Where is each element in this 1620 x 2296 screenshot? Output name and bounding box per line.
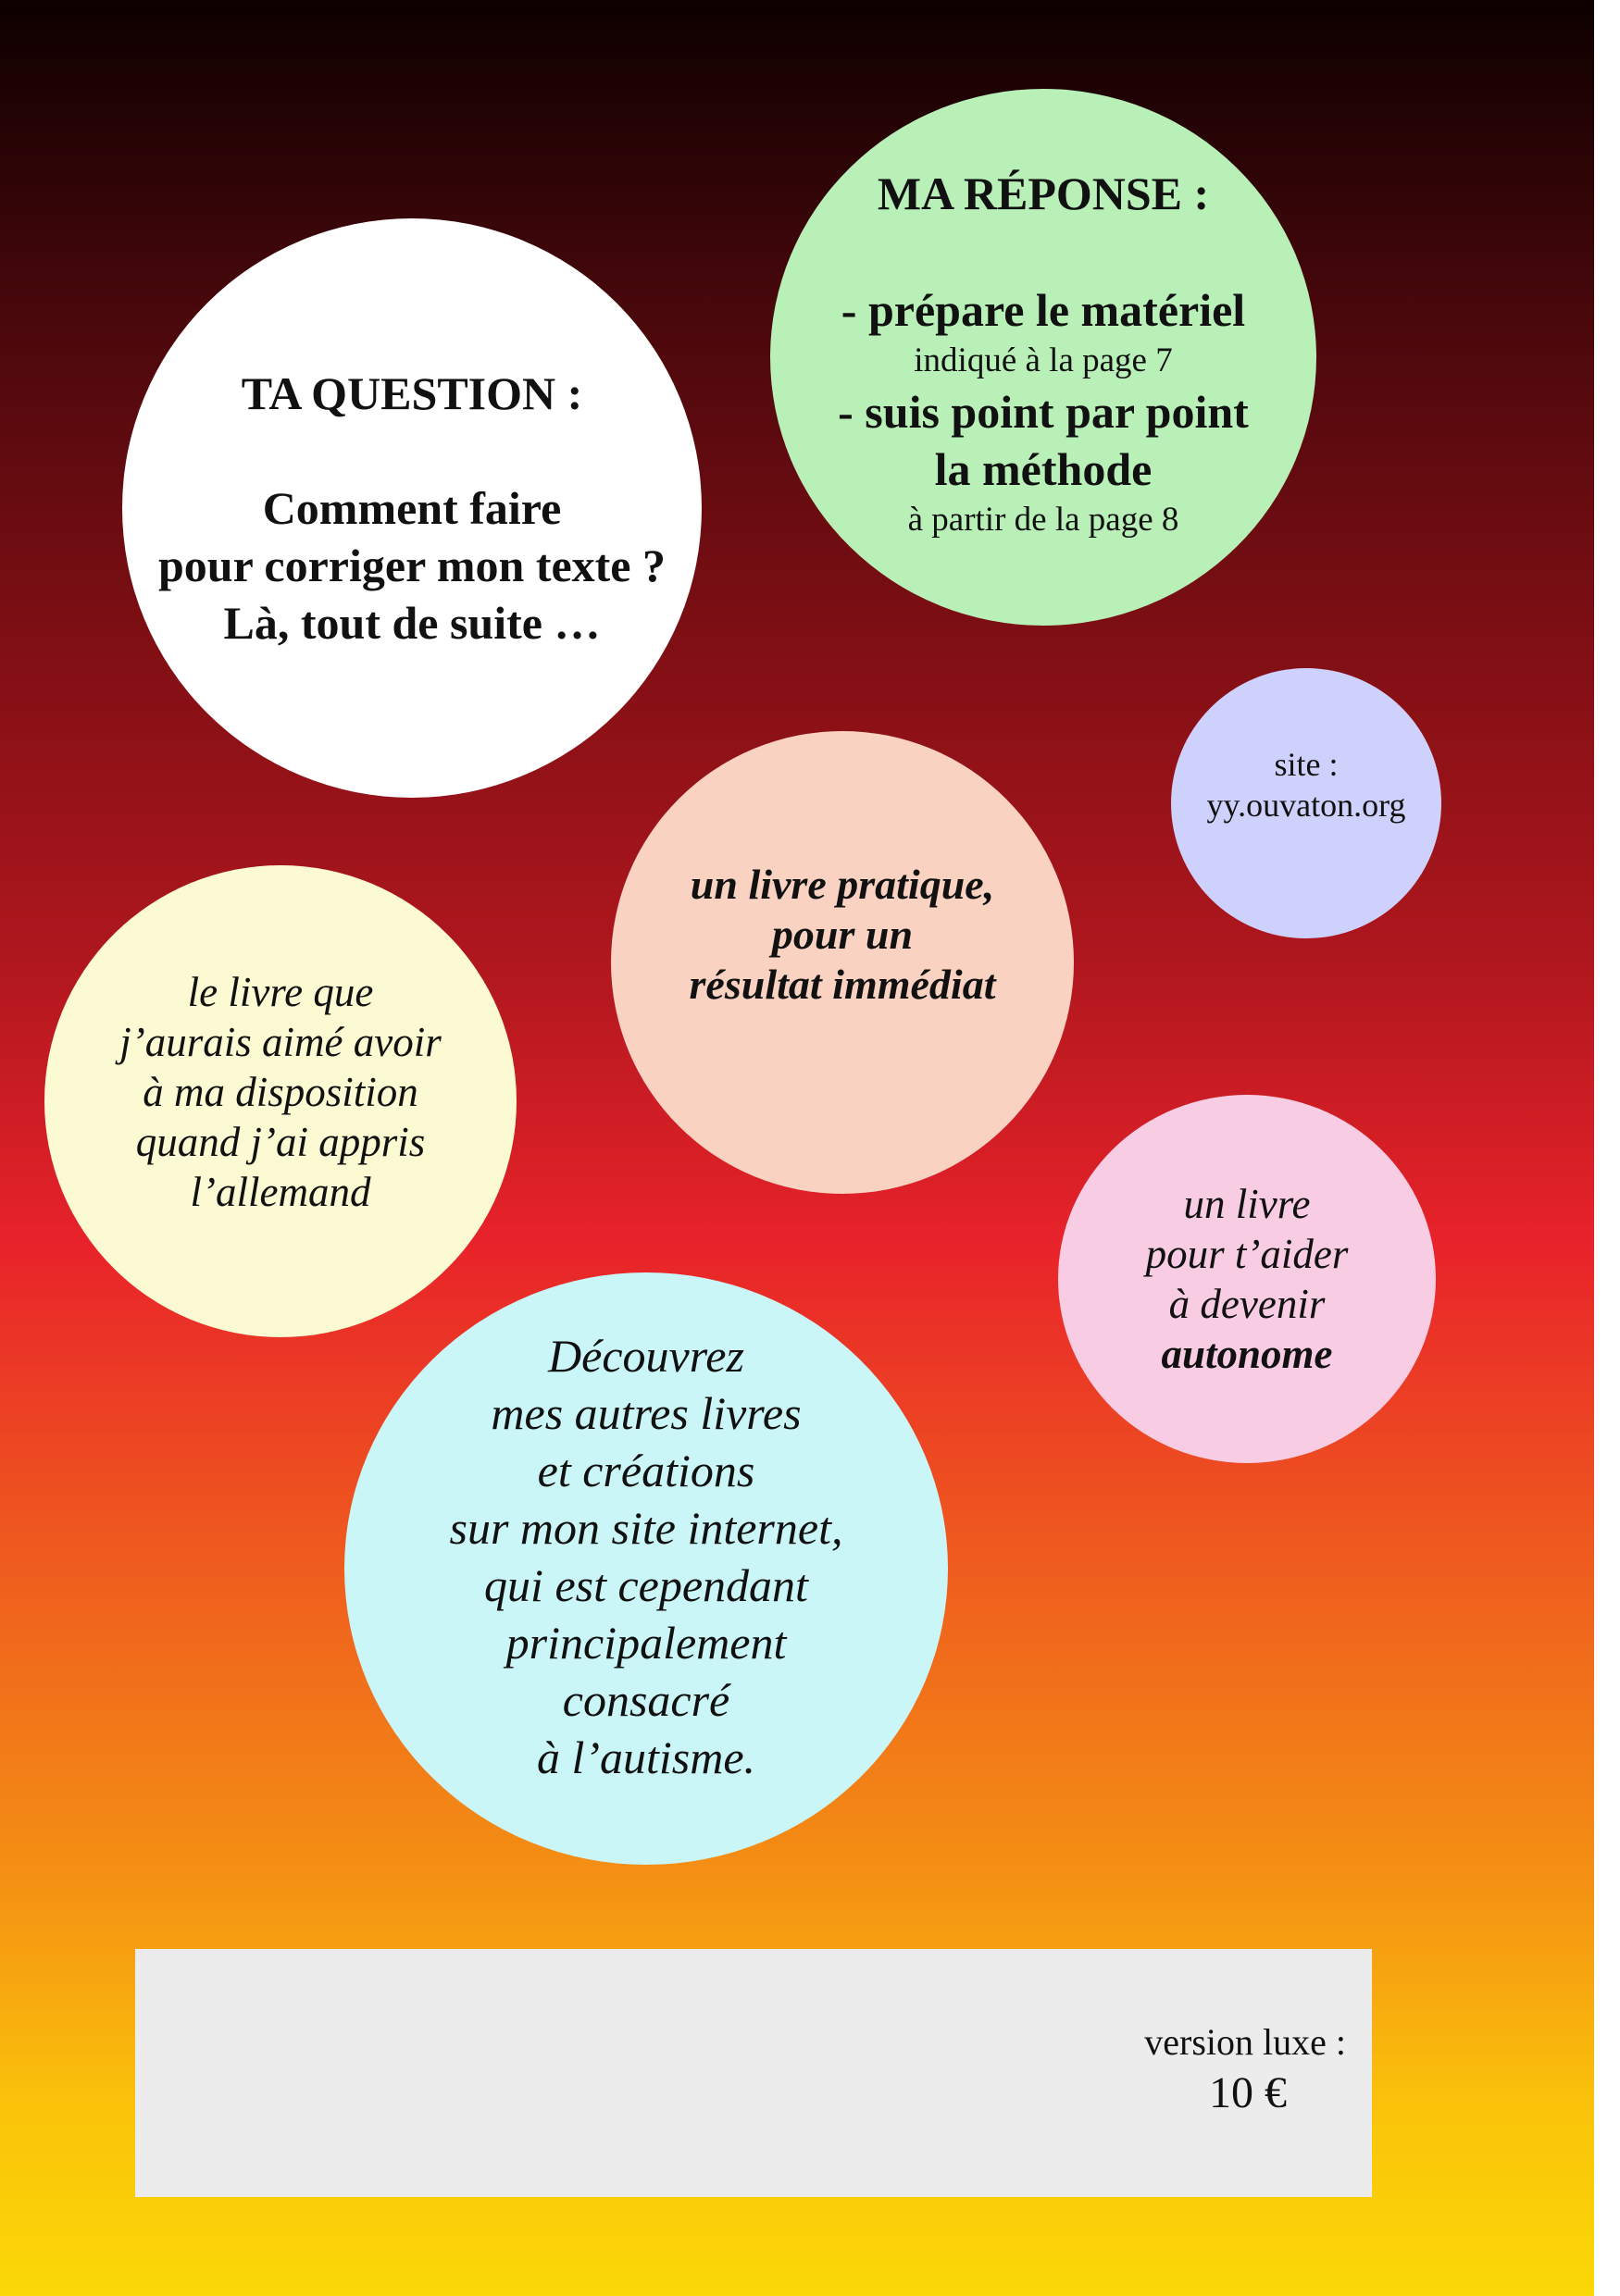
discover-line-6: principalement [505,1617,787,1669]
autonomy-line-2: pour t’aider [1145,1231,1349,1277]
question-line-2: pour corriger mon texte ? [158,540,666,591]
question-title: TA QUESTION : [241,367,583,419]
discover-line-4: sur mon site internet, [449,1502,843,1554]
wished-line-1: le livre que [187,969,374,1015]
autonomy-line-1: un livre [1183,1181,1311,1227]
question-line-1: Comment faire [262,482,562,534]
price-value: 10 € [1209,2068,1287,2117]
discover-line-8: à l’autisme. [536,1731,756,1783]
answer-step-2-note: à partir de la page 8 [907,501,1179,539]
wished-line-4: quand j’ai appris [135,1119,426,1165]
answer-step-1-note: indiqué à la page 7 [914,341,1173,379]
wished-line-3: à ma disposition [143,1069,418,1115]
practical-book-bubble [611,731,1074,1194]
practical-line-2: pour un [771,911,914,958]
answer-bubble [770,89,1316,626]
discover-line-7: consacré [562,1674,730,1726]
question-bubble [122,218,702,798]
practical-line-3: résultat immédiat [689,961,996,1008]
site-bubble [1171,668,1441,938]
site-url: yy.ouvaton.org [1206,787,1406,824]
autonomy-line-3: à devenir [1168,1281,1326,1327]
discover-line-1: Découvrez [548,1330,744,1382]
answer-step-1: - prépare le matériel [841,284,1246,336]
site-label: site : [1274,746,1339,783]
price-panel [135,1949,1372,2197]
autonomy-bubble [1058,1095,1436,1463]
autonomy-emphasis: autonome [1161,1331,1333,1377]
wished-line-5: l’allemand [190,1169,371,1215]
practical-line-1: un livre pratique, [690,861,995,908]
discover-line-3: et créations [537,1445,755,1496]
question-line-3: Là, tout de suite … [223,597,601,649]
answer-step-2-line-2: la méthode [934,443,1153,495]
discover-bubble [344,1272,948,1865]
price-label: version luxe : [1144,2021,1346,2063]
discover-line-2: mes autres livres [491,1387,802,1439]
wished-line-2: j’aurais aimé avoir [119,1019,442,1065]
answer-step-2-line-1: - suis point par point [838,386,1249,438]
wished-book-bubble [44,865,517,1337]
answer-title: MA RÉPONSE : [877,168,1210,219]
discover-line-5: qui est cependant [484,1559,808,1611]
